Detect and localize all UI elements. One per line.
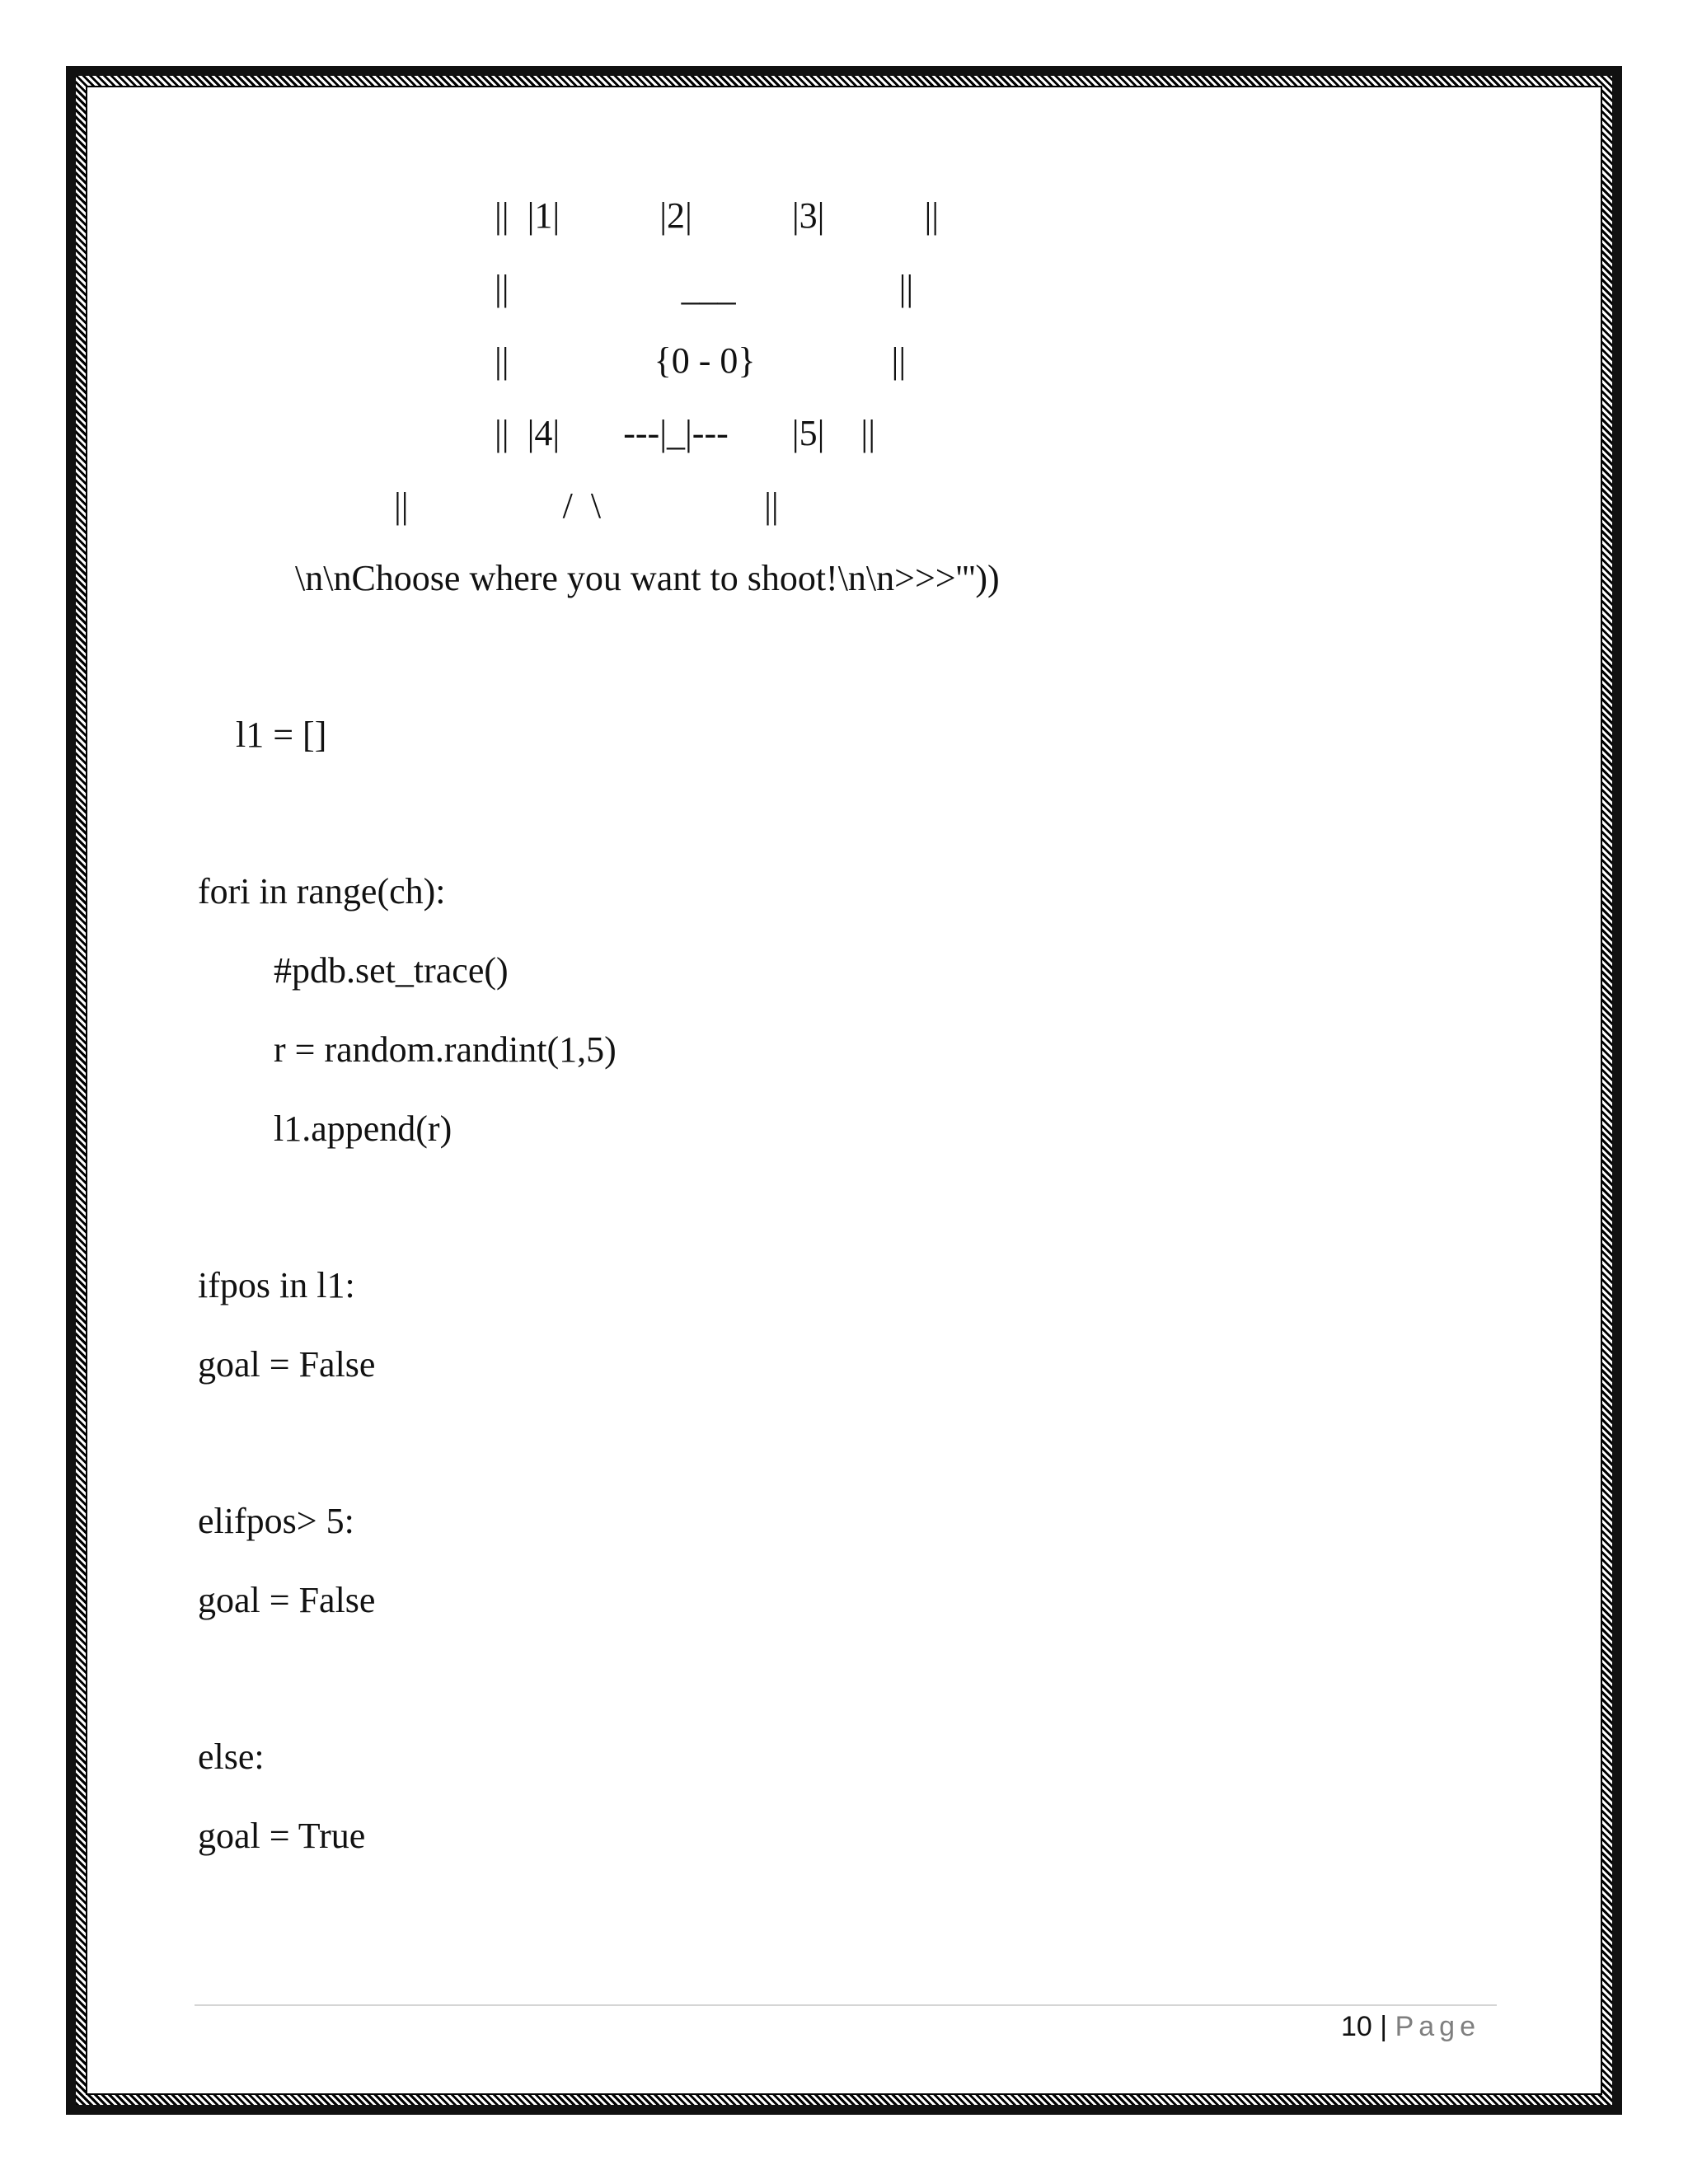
prompt-string-line: \n\nChoose where you want to shoot!\n\n>>>'''))	[295, 558, 1000, 598]
code-line-pdb-comment: #pdb.set_trace()	[274, 950, 509, 991]
page-label: Page	[1395, 2011, 1480, 2042]
code-line-else: else:	[198, 1736, 265, 1777]
code-line-goal-true: goal = True	[198, 1816, 366, 1856]
code-line-l1-init: l1 = []	[236, 715, 327, 755]
code-line-goal-false-2: goal = False	[198, 1580, 376, 1620]
footer-separator: |	[1380, 2011, 1388, 2042]
ascii-goal-row-4: || |4| ---|_|--- |5| ||	[495, 413, 875, 453]
code-line-for-loop: fori in range(ch):	[198, 871, 446, 912]
page-content-area	[86, 86, 1602, 2095]
code-line-randint: r = random.randint(1,5)	[274, 1029, 617, 1070]
code-line-goal-false-1: goal = False	[198, 1344, 376, 1385]
page-footer	[1319, 2009, 1480, 2044]
code-line-if: ifpos in l1:	[198, 1265, 355, 1305]
page-number: 10	[1341, 2011, 1372, 2042]
code-line-append: l1.append(r)	[274, 1108, 452, 1149]
footer-divider	[195, 2004, 1497, 2006]
ascii-goal-row-3: || {0 - 0} ||	[495, 340, 907, 381]
ascii-goal-row-5: || / \ ||	[394, 485, 779, 526]
code-line-elif: elifpos> 5:	[198, 1501, 354, 1541]
ascii-goal-row-2: || ___ ||	[495, 268, 914, 308]
ascii-goal-row-1: || |1| |2| |3| ||	[495, 195, 940, 236]
